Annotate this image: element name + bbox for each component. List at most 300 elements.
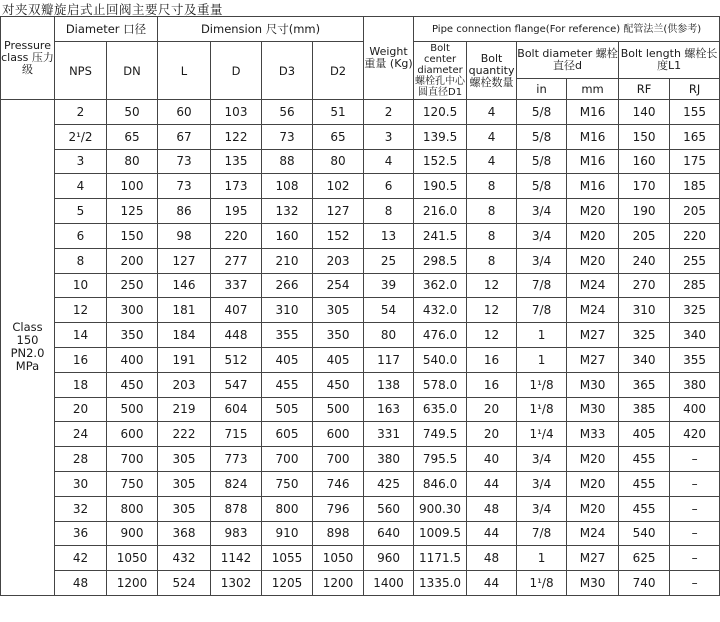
cell-d3: 800 bbox=[262, 496, 313, 521]
cell-d1: 795.5 bbox=[414, 447, 467, 472]
cell-nps: 14 bbox=[55, 323, 107, 348]
cell-d: 547 bbox=[211, 372, 262, 397]
cell-mm: M16 bbox=[567, 100, 619, 125]
cell-in: 3/4 bbox=[517, 471, 567, 496]
cell-mm: M20 bbox=[567, 496, 619, 521]
cell-nps: 5 bbox=[55, 199, 107, 224]
cell-in: 1¹/8 bbox=[517, 397, 567, 422]
cell-rf: 455 bbox=[619, 471, 670, 496]
cell-w: 117 bbox=[364, 347, 414, 372]
cell-d3: 310 bbox=[262, 298, 313, 323]
cell-w: 6 bbox=[364, 174, 414, 199]
cell-rf: 160 bbox=[619, 149, 670, 174]
cell-rf: 170 bbox=[619, 174, 670, 199]
cell-q: 12 bbox=[467, 298, 517, 323]
cell-rf: 140 bbox=[619, 100, 670, 125]
cell-rj: 325 bbox=[670, 298, 720, 323]
cell-mm: M16 bbox=[567, 124, 619, 149]
cell-l: 86 bbox=[158, 199, 211, 224]
cell-w: 13 bbox=[364, 223, 414, 248]
cell-rf: 455 bbox=[619, 496, 670, 521]
cell-d3: 455 bbox=[262, 372, 313, 397]
cell-q: 8 bbox=[467, 199, 517, 224]
cell-q: 48 bbox=[467, 496, 517, 521]
cell-d1: 298.5 bbox=[414, 248, 467, 273]
cell-d: 512 bbox=[211, 347, 262, 372]
cell-w: 425 bbox=[364, 471, 414, 496]
table-row bbox=[1, 199, 720, 224]
cell-l: 127 bbox=[158, 248, 211, 273]
cell-d: 824 bbox=[211, 471, 262, 496]
cell-dn: 700 bbox=[107, 447, 158, 472]
cell-d: 1302 bbox=[211, 571, 262, 596]
cell-dn: 100 bbox=[107, 174, 158, 199]
table-row bbox=[1, 397, 720, 422]
cell-d: 277 bbox=[211, 248, 262, 273]
cell-nps: 48 bbox=[55, 571, 107, 596]
cell-w: 640 bbox=[364, 521, 414, 546]
cell-mm: M27 bbox=[567, 546, 619, 571]
cell-w: 331 bbox=[364, 422, 414, 447]
cell-rf: 365 bbox=[619, 372, 670, 397]
cell-d3: 605 bbox=[262, 422, 313, 447]
cell-w: 80 bbox=[364, 323, 414, 348]
cell-rj: – bbox=[670, 521, 720, 546]
cell-nps: 28 bbox=[55, 447, 107, 472]
cell-q: 16 bbox=[467, 372, 517, 397]
cell-d: 773 bbox=[211, 447, 262, 472]
cell-d3: 132 bbox=[262, 199, 313, 224]
cell-in: 5/8 bbox=[517, 124, 567, 149]
cell-nps: 24 bbox=[55, 422, 107, 447]
cell-d1: 362.0 bbox=[414, 273, 467, 298]
cell-in: 3/4 bbox=[517, 447, 567, 472]
cell-dn: 450 bbox=[107, 372, 158, 397]
cell-dn: 125 bbox=[107, 199, 158, 224]
cell-d3: 910 bbox=[262, 521, 313, 546]
cell-rf: 310 bbox=[619, 298, 670, 323]
cell-d: 878 bbox=[211, 496, 262, 521]
cell-rf: 540 bbox=[619, 521, 670, 546]
cell-l: 305 bbox=[158, 496, 211, 521]
cell-d1: 1335.0 bbox=[414, 571, 467, 596]
cell-d3: 355 bbox=[262, 323, 313, 348]
cell-d2: 254 bbox=[313, 273, 364, 298]
cell-in: 3/4 bbox=[517, 248, 567, 273]
cell-q: 20 bbox=[467, 422, 517, 447]
cell-in: 1 bbox=[517, 323, 567, 348]
dimension-table bbox=[0, 16, 720, 596]
cell-in: 7/8 bbox=[517, 298, 567, 323]
cell-mm: M27 bbox=[567, 323, 619, 348]
header-bolt-center: Bolt center diameter 螺栓孔中心圆直径D1 bbox=[415, 43, 466, 98]
cell-dn: 350 bbox=[107, 323, 158, 348]
cell-d3: 505 bbox=[262, 397, 313, 422]
cell-l: 222 bbox=[158, 422, 211, 447]
cell-d: 604 bbox=[211, 397, 262, 422]
cell-mm: M24 bbox=[567, 298, 619, 323]
cell-rj: 205 bbox=[670, 199, 720, 224]
cell-w: 138 bbox=[364, 372, 414, 397]
table-row bbox=[1, 571, 720, 596]
cell-q: 44 bbox=[467, 471, 517, 496]
cell-d1: 1171.5 bbox=[414, 546, 467, 571]
header-d3: D3 bbox=[262, 42, 313, 100]
header-mm: mm bbox=[567, 79, 619, 100]
header-rf: RF bbox=[619, 79, 670, 100]
cell-w: 380 bbox=[364, 447, 414, 472]
cell-q: 8 bbox=[467, 248, 517, 273]
cell-l: 524 bbox=[158, 571, 211, 596]
cell-l: 305 bbox=[158, 447, 211, 472]
cell-l: 219 bbox=[158, 397, 211, 422]
cell-d2: 51 bbox=[313, 100, 364, 125]
cell-w: 39 bbox=[364, 273, 414, 298]
cell-d2: 152 bbox=[313, 223, 364, 248]
cell-rf: 240 bbox=[619, 248, 670, 273]
cell-w: 1400 bbox=[364, 571, 414, 596]
cell-d3: 1055 bbox=[262, 546, 313, 571]
cell-w: 2 bbox=[364, 100, 414, 125]
cell-d1: 846.0 bbox=[414, 471, 467, 496]
cell-d3: 750 bbox=[262, 471, 313, 496]
cell-d: 135 bbox=[211, 149, 262, 174]
cell-q: 40 bbox=[467, 447, 517, 472]
cell-d3: 700 bbox=[262, 447, 313, 472]
header-dn: DN bbox=[107, 42, 158, 100]
cell-d3: 73 bbox=[262, 124, 313, 149]
cell-d2: 1200 bbox=[313, 571, 364, 596]
cell-d1: 635.0 bbox=[414, 397, 467, 422]
cell-d1: 476.0 bbox=[414, 323, 467, 348]
cell-mm: M16 bbox=[567, 174, 619, 199]
cell-d1: 578.0 bbox=[414, 372, 467, 397]
cell-l: 73 bbox=[158, 149, 211, 174]
cell-rf: 205 bbox=[619, 223, 670, 248]
cell-rj: 420 bbox=[670, 422, 720, 447]
cell-w: 54 bbox=[364, 298, 414, 323]
cell-d2: 746 bbox=[313, 471, 364, 496]
table-row bbox=[1, 496, 720, 521]
cell-d2: 500 bbox=[313, 397, 364, 422]
cell-q: 44 bbox=[467, 521, 517, 546]
header-bolt-quantity: Bolt quantity 螺栓数量 bbox=[467, 42, 517, 100]
cell-q: 8 bbox=[467, 174, 517, 199]
table-row bbox=[1, 124, 720, 149]
cell-d2: 80 bbox=[313, 149, 364, 174]
cell-nps: 30 bbox=[55, 471, 107, 496]
table-row bbox=[1, 298, 720, 323]
cell-l: 146 bbox=[158, 273, 211, 298]
cell-dn: 65 bbox=[107, 124, 158, 149]
cell-in: 1 bbox=[517, 347, 567, 372]
cell-dn: 200 bbox=[107, 248, 158, 273]
cell-d3: 1205 bbox=[262, 571, 313, 596]
cell-rj: 400 bbox=[670, 397, 720, 422]
cell-d: 407 bbox=[211, 298, 262, 323]
cell-l: 73 bbox=[158, 174, 211, 199]
cell-mm: M20 bbox=[567, 248, 619, 273]
header-d2: D2 bbox=[313, 42, 364, 100]
header-flange: Pipe connection flange(For reference) 配管法兰(供参考) bbox=[414, 17, 720, 42]
cell-dn: 750 bbox=[107, 471, 158, 496]
cell-nps: 32 bbox=[55, 496, 107, 521]
cell-nps: 20 bbox=[55, 397, 107, 422]
table-row bbox=[1, 273, 720, 298]
cell-nps: 2 bbox=[55, 100, 107, 125]
cell-dn: 900 bbox=[107, 521, 158, 546]
cell-d2: 600 bbox=[313, 422, 364, 447]
cell-d: 1142 bbox=[211, 546, 262, 571]
cell-rf: 740 bbox=[619, 571, 670, 596]
cell-rj: 285 bbox=[670, 273, 720, 298]
cell-d1: 1009.5 bbox=[414, 521, 467, 546]
cell-nps: 3 bbox=[55, 149, 107, 174]
cell-dn: 250 bbox=[107, 273, 158, 298]
cell-rf: 385 bbox=[619, 397, 670, 422]
cell-mm: M30 bbox=[567, 571, 619, 596]
cell-nps: 12 bbox=[55, 298, 107, 323]
cell-l: 98 bbox=[158, 223, 211, 248]
cell-q: 12 bbox=[467, 323, 517, 348]
cell-in: 1¹/8 bbox=[517, 372, 567, 397]
cell-q: 8 bbox=[467, 223, 517, 248]
cell-d1: 241.5 bbox=[414, 223, 467, 248]
cell-d1: 152.5 bbox=[414, 149, 467, 174]
cell-d2: 203 bbox=[313, 248, 364, 273]
cell-l: 305 bbox=[158, 471, 211, 496]
cell-in: 3/4 bbox=[517, 199, 567, 224]
cell-d3: 210 bbox=[262, 248, 313, 273]
table-row bbox=[1, 223, 720, 248]
cell-d3: 108 bbox=[262, 174, 313, 199]
cell-d2: 127 bbox=[313, 199, 364, 224]
cell-in: 3/4 bbox=[517, 496, 567, 521]
cell-rj: – bbox=[670, 471, 720, 496]
table-row bbox=[1, 521, 720, 546]
table-row bbox=[1, 323, 720, 348]
cell-l: 60 bbox=[158, 100, 211, 125]
cell-q: 48 bbox=[467, 546, 517, 571]
cell-dn: 1200 bbox=[107, 571, 158, 596]
cell-nps: 8 bbox=[55, 248, 107, 273]
cell-d: 337 bbox=[211, 273, 262, 298]
cell-in: 5/8 bbox=[517, 174, 567, 199]
table-row bbox=[1, 248, 720, 273]
cell-q: 44 bbox=[467, 571, 517, 596]
cell-d2: 450 bbox=[313, 372, 364, 397]
table-row bbox=[1, 149, 720, 174]
cell-dn: 80 bbox=[107, 149, 158, 174]
cell-d2: 102 bbox=[313, 174, 364, 199]
cell-rf: 190 bbox=[619, 199, 670, 224]
table-body bbox=[1, 100, 720, 596]
cell-rj: 355 bbox=[670, 347, 720, 372]
cell-d2: 898 bbox=[313, 521, 364, 546]
cell-nps: 10 bbox=[55, 273, 107, 298]
cell-l: 432 bbox=[158, 546, 211, 571]
cell-d3: 160 bbox=[262, 223, 313, 248]
cell-in: 7/8 bbox=[517, 521, 567, 546]
cell-mm: M20 bbox=[567, 447, 619, 472]
cell-mm: M20 bbox=[567, 223, 619, 248]
cell-in: 1¹/8 bbox=[517, 571, 567, 596]
cell-rj: – bbox=[670, 496, 720, 521]
cell-w: 560 bbox=[364, 496, 414, 521]
cell-in: 3/4 bbox=[517, 223, 567, 248]
cell-d2: 305 bbox=[313, 298, 364, 323]
cell-d1: 432.0 bbox=[414, 298, 467, 323]
table-row bbox=[1, 100, 720, 125]
cell-q: 12 bbox=[467, 273, 517, 298]
header-rj: RJ bbox=[670, 79, 720, 100]
cell-rf: 625 bbox=[619, 546, 670, 571]
cell-d: 173 bbox=[211, 174, 262, 199]
cell-in: 7/8 bbox=[517, 273, 567, 298]
cell-rj: 185 bbox=[670, 174, 720, 199]
cell-rj: 165 bbox=[670, 124, 720, 149]
cell-q: 4 bbox=[467, 149, 517, 174]
cell-d: 122 bbox=[211, 124, 262, 149]
cell-mm: M27 bbox=[567, 347, 619, 372]
cell-d1: 216.0 bbox=[414, 199, 467, 224]
cell-rj: – bbox=[670, 571, 720, 596]
cell-rj: 380 bbox=[670, 372, 720, 397]
cell-mm: M30 bbox=[567, 397, 619, 422]
cell-rj: 220 bbox=[670, 223, 720, 248]
header-diameter: Diameter 口径 bbox=[55, 17, 158, 42]
cell-rf: 325 bbox=[619, 323, 670, 348]
cell-l: 181 bbox=[158, 298, 211, 323]
cell-w: 163 bbox=[364, 397, 414, 422]
cell-mm: M24 bbox=[567, 273, 619, 298]
cell-l: 67 bbox=[158, 124, 211, 149]
cell-d: 103 bbox=[211, 100, 262, 125]
header-nps: NPS bbox=[55, 42, 107, 100]
cell-d1: 749.5 bbox=[414, 422, 467, 447]
cell-rj: 155 bbox=[670, 100, 720, 125]
cell-rj: 175 bbox=[670, 149, 720, 174]
table-row bbox=[1, 347, 720, 372]
cell-q: 4 bbox=[467, 124, 517, 149]
cell-nps: 36 bbox=[55, 521, 107, 546]
cell-l: 191 bbox=[158, 347, 211, 372]
cell-d: 448 bbox=[211, 323, 262, 348]
table-row bbox=[1, 422, 720, 447]
cell-dn: 500 bbox=[107, 397, 158, 422]
cell-d: 220 bbox=[211, 223, 262, 248]
cell-mm: M16 bbox=[567, 149, 619, 174]
cell-in: 1¹/4 bbox=[517, 422, 567, 447]
cell-nps: 6 bbox=[55, 223, 107, 248]
cell-dn: 600 bbox=[107, 422, 158, 447]
cell-rj: – bbox=[670, 447, 720, 472]
header-d: D bbox=[211, 42, 262, 100]
cell-mm: M33 bbox=[567, 422, 619, 447]
cell-rj: 255 bbox=[670, 248, 720, 273]
cell-dn: 50 bbox=[107, 100, 158, 125]
header-in: in bbox=[517, 79, 567, 100]
cell-d1: 190.5 bbox=[414, 174, 467, 199]
cell-in: 5/8 bbox=[517, 100, 567, 125]
cell-d: 715 bbox=[211, 422, 262, 447]
table-row bbox=[1, 447, 720, 472]
cell-nps: 2¹/2 bbox=[55, 124, 107, 149]
cell-q: 16 bbox=[467, 347, 517, 372]
cell-l: 184 bbox=[158, 323, 211, 348]
cell-rj: – bbox=[670, 546, 720, 571]
cell-d2: 405 bbox=[313, 347, 364, 372]
cell-d3: 405 bbox=[262, 347, 313, 372]
header-weight: Weight 重量 (Kg) bbox=[364, 17, 414, 100]
cell-rf: 405 bbox=[619, 422, 670, 447]
cell-w: 25 bbox=[364, 248, 414, 273]
cell-mm: M30 bbox=[567, 372, 619, 397]
cell-dn: 150 bbox=[107, 223, 158, 248]
cell-rf: 150 bbox=[619, 124, 670, 149]
header-l: L bbox=[158, 42, 211, 100]
cell-nps: 18 bbox=[55, 372, 107, 397]
header-dimension: Dimension 尺寸(mm) bbox=[158, 17, 364, 42]
cell-mm: M20 bbox=[567, 471, 619, 496]
cell-l: 368 bbox=[158, 521, 211, 546]
cell-d2: 796 bbox=[313, 496, 364, 521]
cell-in: 5/8 bbox=[517, 149, 567, 174]
cell-l: 203 bbox=[158, 372, 211, 397]
table-row bbox=[1, 372, 720, 397]
cell-rf: 455 bbox=[619, 447, 670, 472]
cell-nps: 16 bbox=[55, 347, 107, 372]
cell-q: 20 bbox=[467, 397, 517, 422]
cell-d: 195 bbox=[211, 199, 262, 224]
cell-dn: 300 bbox=[107, 298, 158, 323]
cell-nps: 4 bbox=[55, 174, 107, 199]
cell-mm: M20 bbox=[567, 199, 619, 224]
table-row bbox=[1, 174, 720, 199]
cell-rf: 340 bbox=[619, 347, 670, 372]
cell-in: 1 bbox=[517, 546, 567, 571]
cell-w: 960 bbox=[364, 546, 414, 571]
header-bolt-length: Bolt length 螺栓长度L1 bbox=[619, 42, 720, 79]
cell-d2: 700 bbox=[313, 447, 364, 472]
cell-rf: 270 bbox=[619, 273, 670, 298]
cell-dn: 400 bbox=[107, 347, 158, 372]
cell-d2: 65 bbox=[313, 124, 364, 149]
cell-d3: 266 bbox=[262, 273, 313, 298]
cell-rj: 340 bbox=[670, 323, 720, 348]
cell-dn: 1050 bbox=[107, 546, 158, 571]
cell-d3: 88 bbox=[262, 149, 313, 174]
cell-w: 4 bbox=[364, 149, 414, 174]
table-row bbox=[1, 471, 720, 496]
cell-mm: M24 bbox=[567, 521, 619, 546]
cell-d1: 139.5 bbox=[414, 124, 467, 149]
cell-d1: 540.0 bbox=[414, 347, 467, 372]
cell-d1: 900.30 bbox=[414, 496, 467, 521]
cell-d3: 56 bbox=[262, 100, 313, 125]
table-row bbox=[1, 546, 720, 571]
cell-dn: 800 bbox=[107, 496, 158, 521]
cell-w: 3 bbox=[364, 124, 414, 149]
cell-nps: 42 bbox=[55, 546, 107, 571]
header-pressure-class: Pressure class 压力级 bbox=[1, 17, 55, 100]
cell-d2: 1050 bbox=[313, 546, 364, 571]
header-bolt-diameter: Bolt diameter 螺栓直径d bbox=[517, 42, 619, 79]
pressure-class-cell: Class 150 PN2.0 MPa bbox=[1, 100, 55, 596]
page-title: 对夹双瓣旋启式止回阀主要尺寸及重量 bbox=[2, 2, 224, 17]
cell-d: 983 bbox=[211, 521, 262, 546]
cell-w: 8 bbox=[364, 199, 414, 224]
